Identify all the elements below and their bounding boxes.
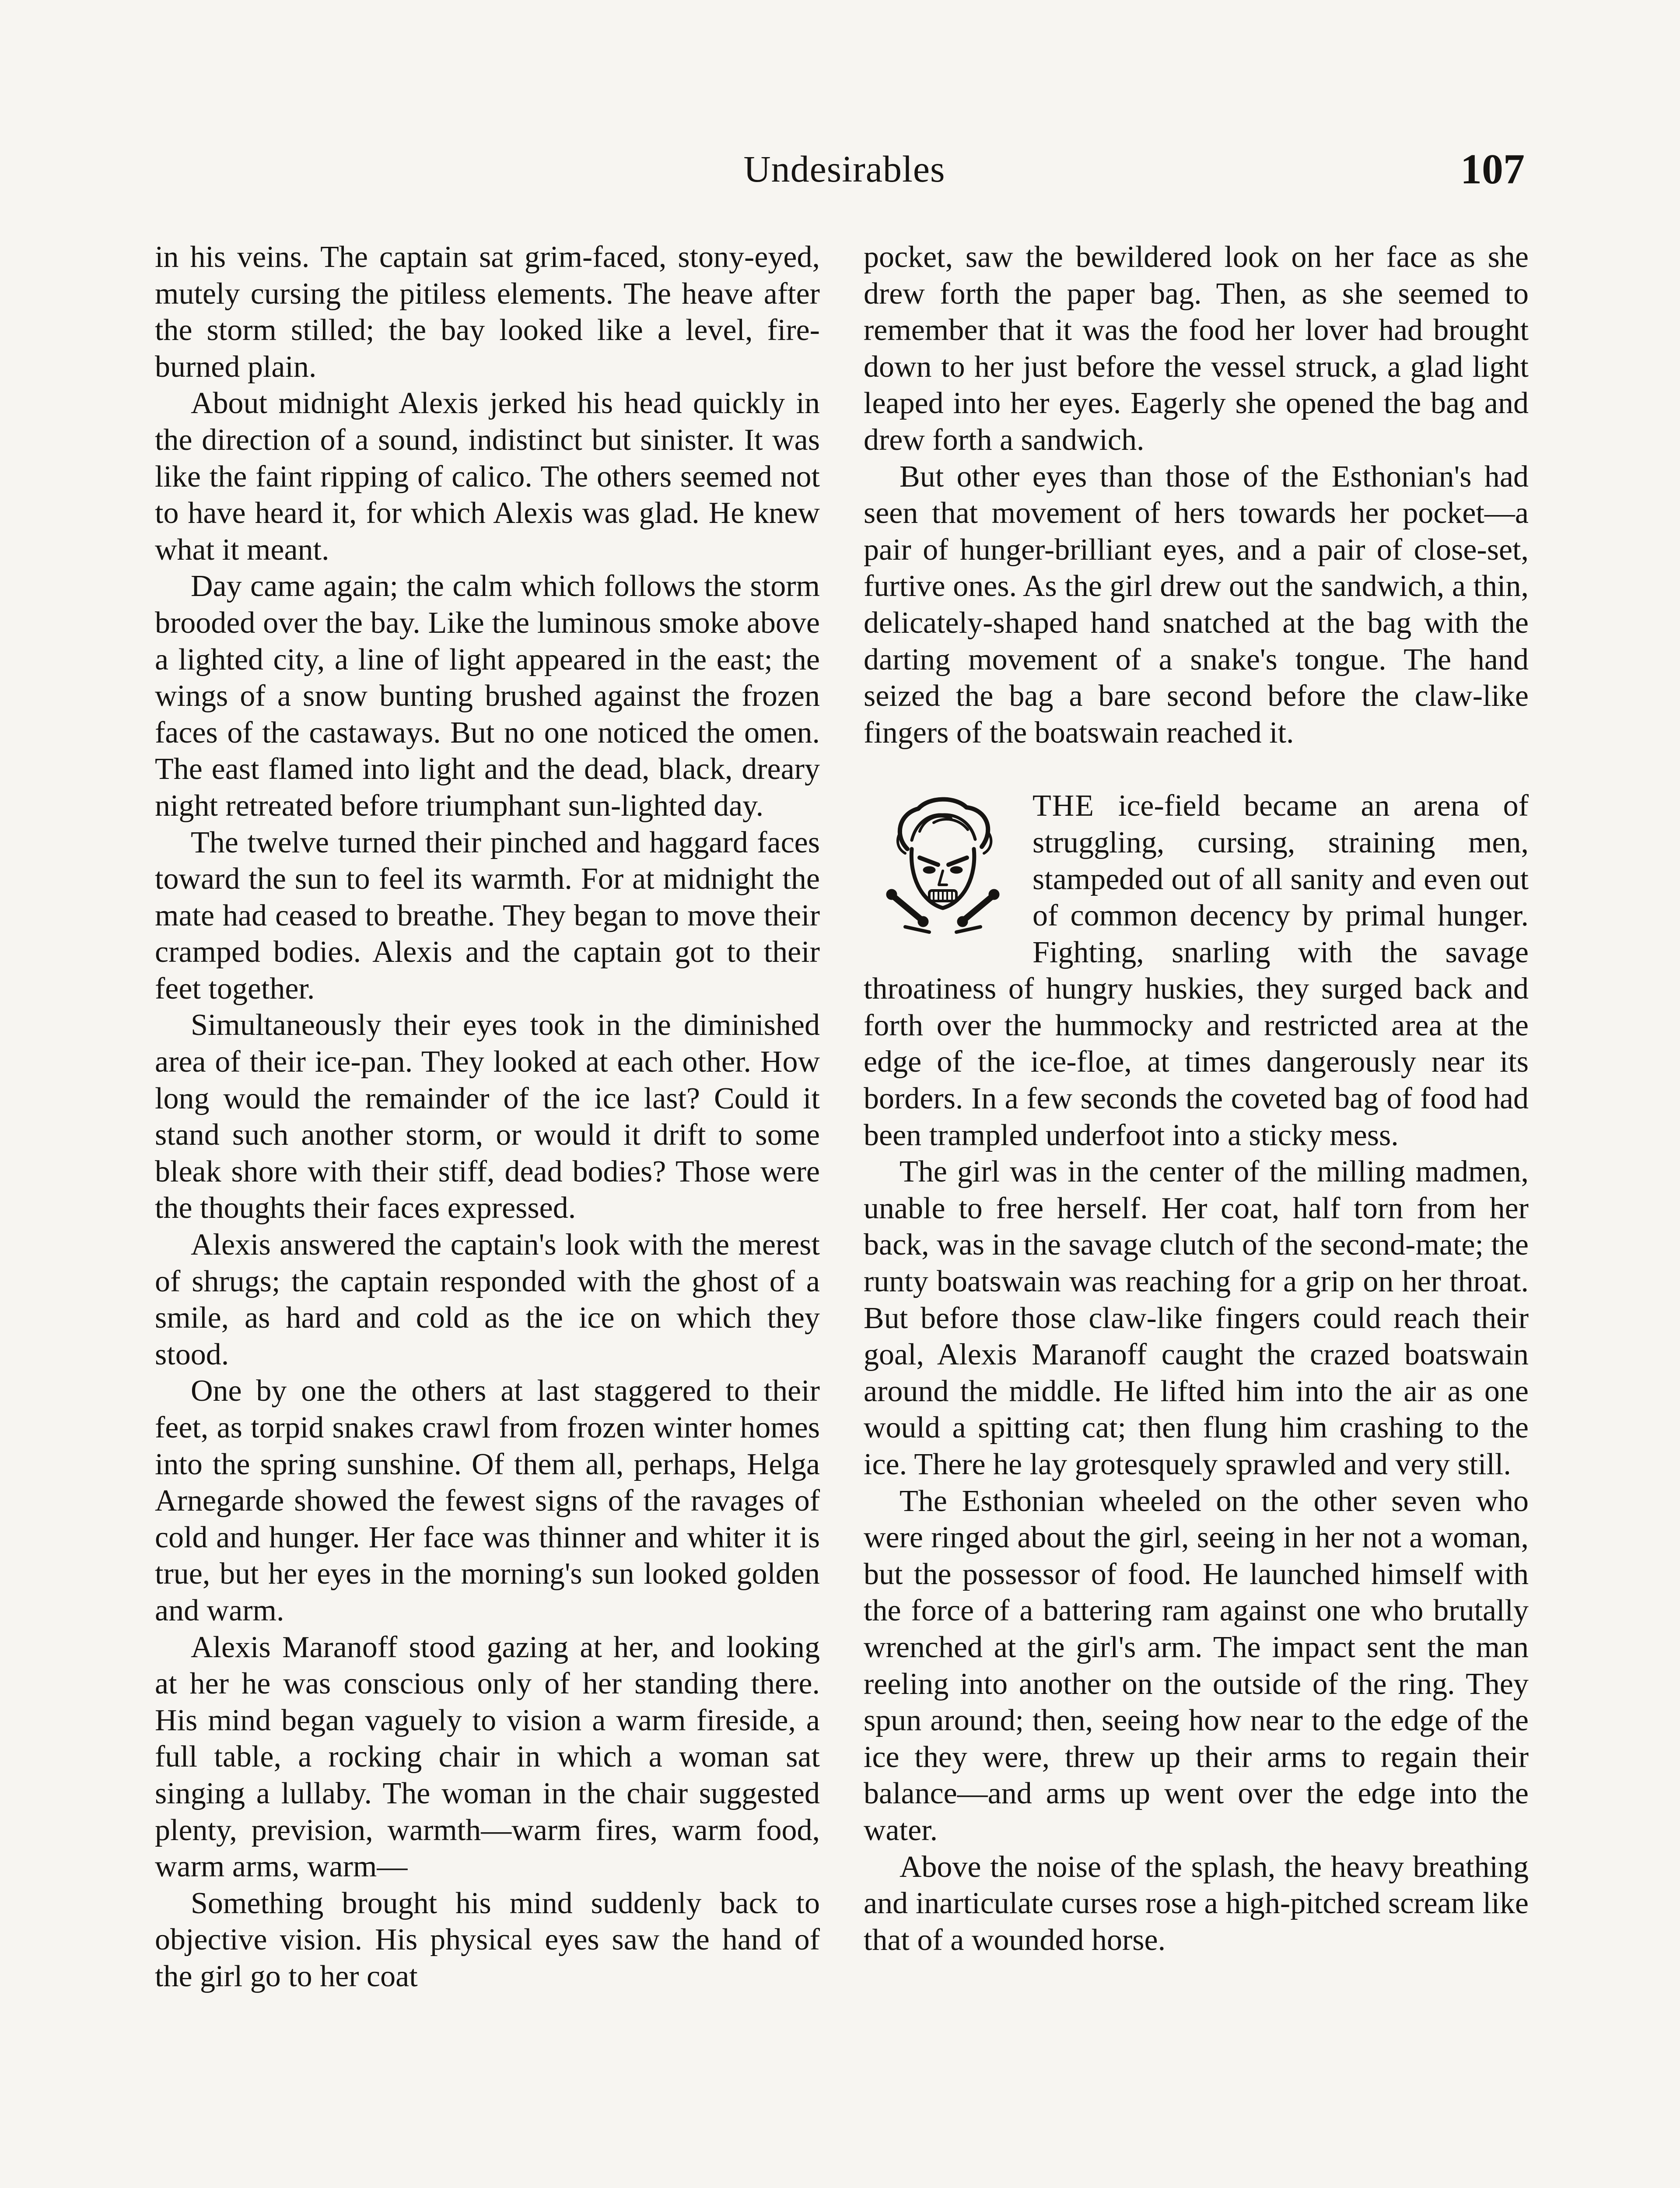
paragraph: Day came again; the calm which follows the storm brooded over the bay. Like the luminous smoke above a lighted city, a line of light appeared in the east; the wings of a snow bunting brushed against the frozen faces of the castaways. But no one noticed the omen. The east flamed into light and the dead, black, dreary night retreated before triumphant sun-lighted day. — [155, 569, 820, 823]
paragraph: Something brought his mind suddenly back to objective vision. His physical eyes saw the hand of the girl go to her coat — [155, 1886, 820, 1993]
left-column — [155, 239, 820, 1995]
lead-word: THE — [1032, 789, 1095, 823]
paragraph: The twelve turned their pinched and haggard faces toward the sun to feel its warmth. For at midnight the mate had ceased to breathe. They began to move their cramped bodies. Alexis and the captain got to their feet together. — [155, 825, 820, 1006]
grimacing-face-icon — [864, 788, 1022, 941]
paragraph: The Esthonian wheeled on the other seven who were ringed about the girl, seeing in her not a woman, but the possessor of food. He launched himself with the force of a battering ram against one who brutally wrenched at the girl's arm. The impact sent the man reeling into another on the outside of the ring. They spun around; then, seeing how near to the edge of the ice they were, threw up their arms to regain their balance—and arms up went over the edge into the water. — [864, 1484, 1529, 1847]
running-head-title: Undesirables — [743, 148, 945, 190]
right-column — [864, 239, 1529, 1958]
page-number: 107 — [1460, 146, 1525, 193]
section-break — [864, 788, 1529, 1154]
paragraph: Alexis Maranoff stood gazing at her, and looking at her he was conscious only of her standing there. His mind began vaguely to vision a warm fireside, a full table, a rocking chair in which a woman sat singing a lullaby. The woman in the chair suggested plenty, prevision, warmth—warm fires, warm food, warm arms, warm— — [155, 1630, 820, 1884]
paragraph: in his veins. The captain sat grim-faced, stony-eyed, mutely cursing the pitiless elements. The heave after the storm stilled; the bay looked like a level, fire-burned plain. — [155, 240, 820, 384]
paragraph: The girl was in the center of the milling madmen, unable to free herself. Her coat, half torn from her back, was in the savage clutch of the second-mate; the runty boatswain was reaching for a grip on her throat. But before those claw-like fingers could reach their goal, Alexis Maranoff caught the crazed boatswain around the middle. He lifted him into the air as one would a spitting cat; then flung him crashing to the ice. There he lay grotesquely sprawled and very still. — [864, 1155, 1529, 1481]
paragraph: pocket, saw the bewildered look on her face as she drew forth the paper bag. Then, as she seemed to remember that it was the food her lover had brought down to her just before the vessel struck, a glad light leaped into her eyes. Eagerly she opened the bag and drew forth a sandwich. — [864, 240, 1529, 457]
paragraph: Alexis answered the captain's look with the merest of shrugs; the captain responded with the ghost of a smile, as hard and cold as the ice on which they stood. — [155, 1228, 820, 1371]
paragraph: Simultaneously their eyes took in the diminished area of their ice-pan. They looked at each other. How long would the remainder of the ice last? Could it stand such another storm, or would it drift to some bleak shore with their stiff, dead bodies? Those were the thoughts their faces expressed. — [155, 1008, 820, 1225]
paragraph: About midnight Alexis jerked his head quickly in the direction of a sound, indistinct but sinister. It was like the faint ripping of calico. The others seemed not to have heard it, for which Alexis was glad. He knew what it meant. — [155, 386, 820, 567]
decorative-head-illustration — [864, 788, 1022, 941]
paragraph: One by one the others at last staggered to their feet, as torpid snakes crawl from frozen winter homes into the spring sunshine. Of them all, perhaps, Helga Arnegarde showed the fewest signs of the ravages of cold and hunger. Her face was thinner and whiter it is true, but her eyes in the morning's sun looked golden and warm. — [155, 1374, 820, 1627]
paragraph: But other eyes than those of the Esthonian's had seen that movement of hers towards her pocket—a pair of hunger-brilliant eyes, and a pair of close-set, furtive ones. As the girl drew out the sandwich, a thin, delicately-shaped hand snatched at the bag with the darting movement of a snake's tongue. The hand seized the bag a bare second before the claw-like fingers of the boatswain reached it. — [864, 459, 1529, 750]
opening-text: ice-field became an arena of struggling, cursing, straining men, stampeded out of all sanity and even out of common decency by primal hunger. Fighting, snarling with the savage throatiness of hungry huskies, they surged back and forth over the hummocky and restricted area at the edge of the ice-floe, at times dangerously near its borders. In a few seconds the coveted bag of food had been trampled underfoot into a sticky mess. — [864, 789, 1529, 1152]
paragraph: Above the noise of the splash, the heavy breathing and inarticulate curses rose a high-pitched scream like that of a wounded horse. — [864, 1850, 1529, 1957]
